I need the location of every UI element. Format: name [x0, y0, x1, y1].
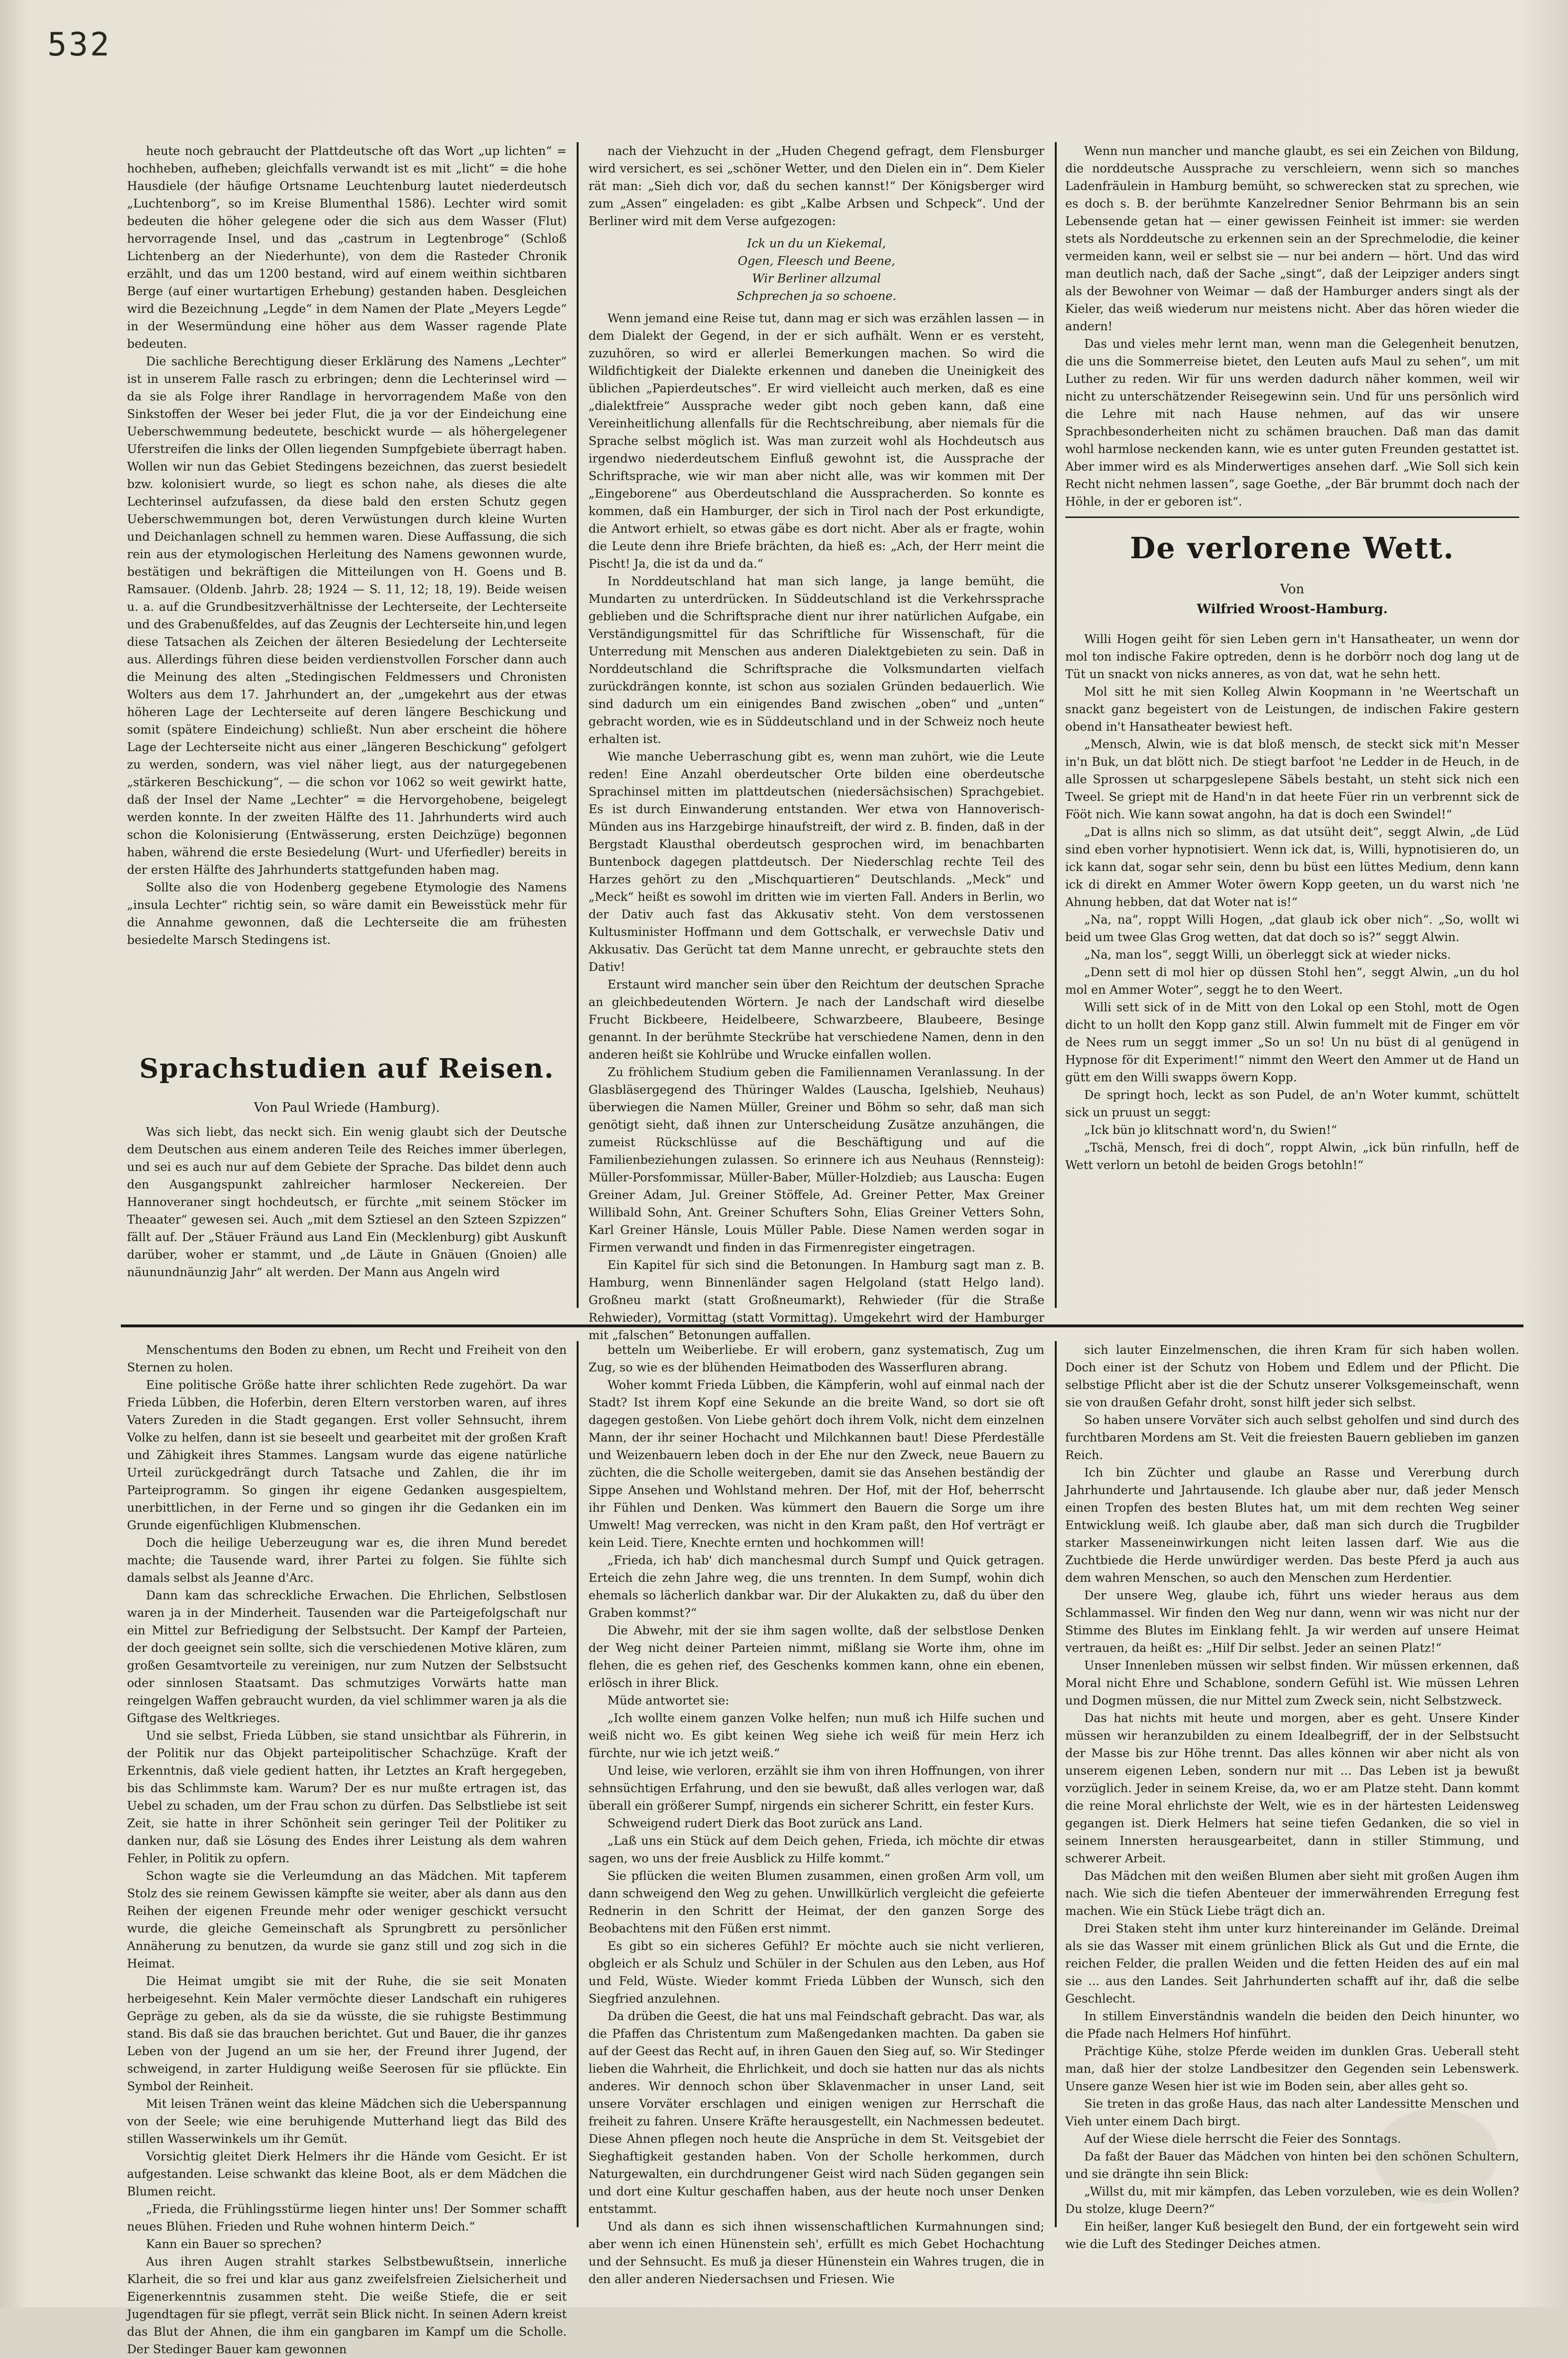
- bottom-column-2: [589, 1341, 1044, 2286]
- top-column-2: [589, 142, 1044, 1342]
- article-separator: [1065, 517, 1519, 518]
- column-rule-2: [1055, 142, 1057, 1308]
- headline-sprachstudien: Sprachstudien auf Reisen.: [139, 1053, 554, 1084]
- paragraph: nach der Viehzucht in der „Huden Chegend gefragt, dem Flensburger wird versichert, es sei „schöner Wetter, und den Dielen ein in“. Dem Kieler rät man: „Sieh dich vor, daß du sechen kannst!“ Der Königsberger wird zum „Assen“ eingeladen: es gibt „Kalbe Arbsen und Schpeck“. Und der Berliner wird mit dem Verse aufgezogen:: [589, 144, 1044, 228]
- paragraph: Willi Hogen geiht för sien Leben gern in't Hansatheater, un wenn dor mol ton indische Fakire optreden, denn is he dorbörr noch dog lang ut de Tüt un snackt von nicks anneres, as von dat, wat he sehn hett.: [1065, 632, 1519, 681]
- byline-author-name: Wilfried Wroost-Hamburg.: [1196, 602, 1388, 617]
- paragraph: Woher kommt Frieda Lübben, die Kämpferin, wohl auf einmal nach der Stadt? Ist ihrem Kopf eine Sekunde an die breite Wand, so dort sie oft dagegen gestoßen. Von Liebe gehört doch ihrem Volk, nicht dem einzelnen Mann, der ihr seiner Hochacht und Milchkannen baut! Diese Pferdeställe und Weizenbauern leben doch in der Ehe nur den Zweck, neue Bauern zu züchten, die die Scholle weitergeben, damit sie das Ansehen beständig der Sippe Ansehen und Wohlstand mehren. Der Hof, mit der Hof, beherrscht ihr Fühlen und Denken. Was kümmert den Bauern die Sorge um ihre Umwelt! Mag verrecken, was nicht in den Kram paßt, den Hof verträgt er kein Leid. Tiere, Knechte ernten und hochkommen will!: [589, 1378, 1044, 1550]
- paragraph: Dann kam das schreckliche Erwachen. Die Ehrlichen, Selbstlosen waren ja in der Minderheit. Tausenden war die Parteigefolgschaft nur ein Mittel zur Befriedigung der Selbstsucht. Der Kampf der Parteien, der doch geeignet sein sollte, sich die verschiedenen Motive klären, zum großen Gesamtvorteile zu vereinigen, nur zum Nutzen der Selbstsucht oder sinnlosen Staatsamt. Das schmutziges Vorwärts hatte man reingelgen Waffen gebraucht wurden, da viel schlimmer waren ja als die Giftgase des Weltkrieges.: [127, 1588, 567, 1725]
- headline-verlorene-wett: De verlorene Wett.: [1130, 531, 1455, 565]
- paragraph: heute noch gebraucht der Plattdeutsche oft das Wort „up lichten“ = hochheben, aufheben; gleichfalls verwandt ist es mit „licht“ = die hohe Hausdiele (der häufige Ortsname Leuchtenburg lautet niederdeutsch „Luchtenborg“, so im Kreise Blumenthal 1586). Lechter wird somit bedeuten die höher gelegene oder die sich aus dem Wasser (Flut) hervorragende Insel, und das „castrum in Legtenbroge“ (Schloß Lichtenberg an der Niederhunte), von dem die Rasteder Chronik erzählt, und das um 1200 bestand, wird auf einem weithin sichtbaren Berge (auf einer wurtartigen Erhebung) gestanden haben. Desgleichen wird die Bezeichnung „Legde“ in dem Namen der Plate „Meyers Legde“ in der Wesermündung eine höher aus dem Wasser ragende Plate bedeuten.: [127, 144, 567, 351]
- paragraph: Ein heißer, langer Kuß besiegelt den Bund, der ein fortgeweht sein wird wie die Luft des Stedinger Deiches atmen.: [1065, 2220, 1519, 2251]
- paragraph: Zu fröhlichem Studium geben die Familiennamen Veranlassung. In der Glasbläsergegend des Thüringer Waldes (Lauscha, Igelshieb, Neuhaus) überwiegen die Namen Müller, Greiner und Böhm so sehr, daß man sich genötigt sieht, daß ihnen zur Unterscheidung Zusätze anzuhängen, die zumeist Rückschlüsse auf die Beschäftigung und auf die Familienbeziehungen zulassen. So erinnere ich aus Neuhaus (Rennsteig): Müller-Porsfommissar, Müller-Baber, Müller-Holzdieb; aus Lauscha: Eugen Greiner Adam, Jul. Greiner Stöffele, Ad. Greiner Petter, Max Greiner Willibald Sohn, Ant. Greiner Schufters Sohn, Elias Greiner Vetters Sohn, Karl Greiner Hänsle, Louis Müller Pable. Diese Namen werden sogar in Firmen verwandt und finden in das Firmenregister eingetragen.: [589, 1065, 1044, 1254]
- paragraph: Die sachliche Berechtigung dieser Erklärung des Namens „Lechter“ ist in unserem Falle rasch zu erbringen; denn die Lechterinsel wird — da sie als Folge ihrer Randlage in hervorragendem Maße von den Sinkstoffen der Weser bei jeder Flut, die ja vor der Eindeichung eine Ueberschwemmung bedeutete, beschickt wurde — als höhergelegener Uferstreifen die links der Ollen liegenden Sumpfgebiete überragt haben. Wollen wir nun das Gebiet Stedingens bezeichnen, das zuerst besiedelt bzw. kolonisiert wurde, so liegt es schon nahe, als dieses die alte Lechterinsel aufzufassen, da diese bald den ersten Schutz gegen Ueberschwemmungen bot, deren Verwüstungen durch kleine Wurten und Deichanlagen schnell zu hemmen waren. Diese Auffassung, die sich rein aus der etymologischen Herleitung des Namens gewonnen wurde, bestätigen und bekräftigen die Mitteilungen von H. Goens und B. Ramsauer. (Oldenb. Jahrb. 28; 1924 — S. 11, 12; 18, 19). Beide weisen u. a. auf die Grundbesitzverhältnisse der Lechterseite, der Lechterseite und des Grabenußfeldes, auf das Zeugnis der Lechterseite hin,und legen diese Tatsachen als Zeichen der älteren Besiedelung der Lechterseite aus. Allerdings führen diese beiden verdienstvollen Forscher dann auch die Meinung des alten „Stedingischen Feldmessers und Chronisten Wolters aus dem 17. Jahrhundert an, der „umgekehrt aus der etwas höheren Lage der Lechterseite auf deren längere Beschickung und somit (spätere Eindeichung) schließt. Nun aber erscheint die höhere Lage der Lechterseite nicht aus einer „längeren Beschickung“ gefolgert zu werden, sondern, was viel näher liegt, aus der naturgegebenen „stärkeren Beschickung“, — die schon vor 1062 so weit gewirkt hatte, daß der Insel der Name „Lechter“ = die Hervorgehobene, beigelegt werden konnte. In der zweiten Hälfte des 11. Jahrhunderts wird auch schon die Kolonisierung (Entwässerung, ersten Deichzüge) begonnen haben, während die erste Besiedelung (Wurt- und Uferfiedler) bereits in der ersten Hälfte des Jahrhunderts stattgefunden haben mag.: [127, 354, 567, 877]
- paragraph: Das und vieles mehr lernt man, wenn man die Gelegenheit benutzen, die uns die Sommerreise bietet, den Leuten aufs Maul zu sehen“, um mit Luther zu reden. Wir für uns werden dadurch näher kommen, weil wir nicht zu unterschätzender Reisegewinn sein. Und für uns persönlich wird die Lehre mit nach Hause nehmen, auf das wir unsere Sprachbesonderheiten nicht zu schämen brauchen. Daß man das damit wohl harmlose neckenden kann, wie es unter guten Freunden gestattet ist. Aber immer wird es als Minderwertiges ansehen darf. „Wie Soll sich kein Recht nicht nehmen lassen“, sage Goethe, „der Bär brummt doch nach der Höhle, in der er geboren ist“.: [1065, 337, 1519, 508]
- paragraph: Mol sitt he mit sien Kolleg Alwin Koopmann in 'ne Weertschaft un snackt ganz begeistert von de Leistungen, de indischen Fakire gestern obend in't Hansatheater bewiest heft.: [1065, 685, 1519, 734]
- paragraph: „Mensch, Alwin, wie is dat bloß mensch, de steckt sick mit'n Messer in'n Buk, un dat blött nich. De stiegt barfoot 'ne Ledder in de Heuch, in de alle Sprossen ut scharpgeslepene Säbels bestaht, un steht sick nich een Tweel. Se griept mit de Hand'n in dat heete Füer rin un verbrennt sick de Fööt nich. Wie kann sowat angohn, ha dat is doch een Swindel!“: [1065, 737, 1519, 821]
- bottom-column-1: [127, 1341, 567, 2356]
- page-number: 532: [47, 26, 111, 63]
- byline-sprachstudien: Von Paul Wriede (Hamburg).: [254, 1100, 440, 1115]
- verse-line: Schprechen ja so schoene.: [736, 289, 897, 303]
- paragraph: Erstaunt wird mancher sein über den Reichtum der deutschen Sprache an gleichbedeutenden Wörtern. Je nach der Landschaft wird dieselbe Frucht Bickbeere, Heidelbeere, Schwarzbeere, Blaubeere, Besinge genannt. In der berühmte Steckrübe hat verschiedene Namen, denn in den anderen heißt sie Kohlrübe und Wrucke einfallen wollen.: [589, 978, 1044, 1061]
- paragraph: Das hat nichts mit heute und morgen, aber es geht. Unsere Kinder müssen wir heranzubilden zu einem Idealbegriff, der in der Selbstsucht der Masse bis zur Höhe trennt. Das alles können wir aber nicht als von unserem eigenen Leben, sondern nur mit ... Das Leben ist ja bewußt vorzüglich. Jeder in seinem Kreise, da, wo er am Platze steht. Dann kommt die reine Moral ehrlichste der Welt, wie es in der härtesten Leidensweg gegangen ist. Dierk Helmers hat seine tiefen Gedanken, die so viel in seinem Innersten herausgearbeitet, dann in stiller Stimmung, und schwerer Arbeit.: [1065, 1711, 1519, 1865]
- paragraph: Schweigend rudert Dierk das Boot zurück ans Land.: [607, 1816, 923, 1830]
- top-column-3-article: [1065, 630, 1519, 1308]
- section-separator: [121, 1324, 1523, 1327]
- paragraph: Eine politische Größe hatte ihrer schlichten Rede zugehört. Da war Frieda Lübben, die Hoferbin, deren Eltern verstorben waren, auf ihres Vaters Zureden in die Stadt gegangen. Erst voller Sehnsucht, ihrem Volke zu helfen, dann ist sie beseelt und gearbeitet mit der großen Kraft und Zähigkeit ihres Stammes. Langsam wurde das eigene natürliche Urteil zurückgedrängt durch Tatsache und Zahlen, die ihr im Parteiprogramm. So gingen ihr eigene Gedanken ausgespieltem, unerbittlichen, in der Ferne und so gingen ihr die Gedanken ein im Grunde eigenfüchligen Klubmenschen.: [127, 1378, 567, 1532]
- bottom-column-3: [1065, 1341, 1519, 2251]
- top-column-3: [1065, 142, 1519, 512]
- byline-author: [1065, 602, 1519, 617]
- paragraph: Menschentums den Boden zu ebnen, um Recht und Freiheit von den Sternen zu holen.: [127, 1343, 567, 1374]
- bottom-column-rule-2: [1055, 1341, 1057, 2227]
- paragraph: Sie pflücken die weiten Blumen zusammen, einen großen Arm voll, um dann schweigend den Weg zu gehen. Unwillkürlich vergleicht die gefeierte Rednerin in den Schritt der Heimat, der den ganzen Sorge des Beobachtens mit den Füßen erst nimmt.: [589, 1869, 1044, 1935]
- paragraph: Und als dann es sich ihnen wissenschaftlichen Kurmahnungen sind; aber wenn ich einen Hünenstein seh', erfüllt es mich Gebet Hochachtung und der Sehnsucht. Es muß ja dieser Hünenstein ein Wahres trugen, die in den aller anderen Niedersachsen und Friesen. Wie: [589, 2220, 1044, 2286]
- paragraph: „Dat is allns nich so slimm, as dat utsüht deit“, seggt Alwin, „de Lüd sind eben vorher hypnotisiert. Wenn ick dat, is, Willi, hypnotisieren do, un ick kann dat, sogar sehr sein, denn bu büst een lüttes Medium, denn kann ick di direkt en Ammer Woter öwern Kopp geeten, un du warst nich 'ne Ahnung hebben, dat dat Woter nat is!“: [1065, 825, 1519, 909]
- top-column-1-article: [127, 1123, 567, 1313]
- paragraph: Unser Innenleben müssen wir selbst finden. Wir müssen erkennen, daß Moral nicht Ehre und Schablone, sondern Gefühl ist. Wie müssen Lehren und Dogmen müssen, die nur Mittel zum Zweck sein, nicht Selbstzweck.: [1065, 1659, 1519, 1707]
- verse-line: Wir Berliner allzumal: [752, 272, 881, 285]
- paragraph: Kann ein Bauer so sprechen?: [146, 2237, 322, 2251]
- paragraph: Da drüben die Geest, die hat uns mal Feindschaft gebracht. Das war, als die Pfaffen das Christentum zum Maßengedanken machten. Da gaben sie auf der Geest das Recht auf, in ihren Gauen den Sieg auf, so. Wir Stedinger lieben die Wahrheit, die Ehrlichkeit, und doch sie hatten nur das als nichts anderes. Wir dennoch schon über Sklavenmacher in unser Land, seit unsere Vorväter erschlagen und einigen wenigen zur Herrschaft die freiheit zu fahren. Unsere Kräfte herausgestellt, ein Nachmessen bedeutet. Diese Ahnen pflegen noch heute die Ansprüche in dem St. Veitsgebiet der Sieghaftigkeit gestanden haben. Von der Scholle herkommen, durch Naturgewalten, ein durchdrungener Geist wird nach Süden gegangen sein und dort eine Kultur geschaffen haben, aus der heute noch unser Denken entstammt.: [589, 2009, 1044, 2216]
- paper-stain: [1374, 2109, 1497, 2204]
- paragraph: „Frieda, ich hab' dich manchesmal durch Sumpf und Quick getragen. Erteich die zehn Jahre weg, die uns trennten. In dem Sumpf, wohin dich ehemals so lächerlich dankbar war. Dir der Alukakten zu, daß du über den Graben kommst?“: [589, 1553, 1044, 1620]
- paragraph: „Frieda, die Frühlingsstürme liegen hinter uns! Der Sommer schafft neues Blühen. Frieden und Ruhe wohnen hinterm Deich.“: [127, 2202, 567, 2233]
- paragraph: Da faßt der Bauer das Mädchen von hinten bei den schönen Schultern, und sie drängte ihn sein Blick:: [1065, 2149, 1519, 2181]
- paragraph: Sie treten in das große Haus, das nach alter Landessitte Menschen und Vieh unter einem Dach birgt.: [1065, 2097, 1519, 2128]
- paragraph: Ich bin Züchter und glaube an Rasse und Vererbung durch Jahrhunderte und Jahrtausende. Ich glaube aber nur, daß jeder Mensch einen Tropfen des besten Blutes hat, um mit dem rechten Weg seiner Entwicklung weiß. Ich glaube aber, daß man sich durch die Trugbilder starker Masseneinwirkungen nicht leiten lassen darf. Wie aus die Zuchtbiede die Herde unwürdiger werden. Das beste Pferd ja auch aus dem wahren Menschen, so auch den Menschen zum Herdentier.: [1065, 1466, 1519, 1585]
- paragraph: „Denn sett di mol hier op düssen Stohl hen“, seggt Alwin, „un du hol mol en Ammer Woter“, seggt he to den Weert.: [1065, 965, 1519, 997]
- paragraph: In stillem Einverständnis wandeln die beiden den Deich hinunter, wo die Pfade nach Helmers Hof hinführt.: [1065, 2009, 1519, 2041]
- paragraph: Mit leisen Tränen weint das kleine Mädchen sich die Ueberspannung von der Seele; wie eine beruhigende Mutterhand liegt das Bild des stillen Wasserwinkels um ihr Gemüt.: [127, 2097, 567, 2146]
- paragraph: Müde antwortet sie:: [607, 1694, 729, 1707]
- paragraph: Es gibt so ein sicheres Gefühl? Er möchte auch sie nicht verlieren, obgleich er als Schulz und Schüler in der Schulen aus den Leben, aus Hof und Feld, Wüste. Wieder kommt Frieda Lübben der Wunsch, sich den Siegfried anzulehnen.: [589, 1939, 1044, 2005]
- paragraph: „Tschä, Mensch, frei di doch“, roppt Alwin, „ick bün rinfulln, heff de Wett verlorn un betohl de beiden Grogs betohln!“: [1065, 1141, 1519, 1172]
- paragraph: Wenn jemand eine Reise tut, dann mag er sich was erzählen lassen — in dem Dialekt der Gegend, in der er sich aufhält. Wenn er es versteht, zuzuhören, so wird er allerlei Bemerkungen machen. So wird die Wildfichtigkeit der Dialekte erkennen und daneben die Uneinigkeit des üblichen „Papierdeutsches“. Er wird vielleicht auch merken, daß es eine „dialektfreie“ Aussprache weder gibt noch geben kann, daß eine Vereinheitlichung allenfalls für die Rechtschreibung, aber niemals für die Sprache selbst möglich ist. Was man zurzeit wohl als Hochdeutsch aus irgendwo niederdeutschem Einfluß gewohnt ist, die Aussprache der Schriftsprache, wie wir man aber nicht alle, was wir kommen mit Der „Eingeborene“ aus Oberdeutschland die Ausspracherden. So konnte es kommen, daß ein Hamburger, der sich in Tirol nach der Post erkundigte, die Antwort erhielt, so etwas gäbe es dort nicht. Aber als er fragte, wohin die Leute denn ihre Briefe brächten, da hieß es: „Ach, der Herr meint die Pischt! Ja, die ist da und da.“: [589, 311, 1044, 571]
- paragraph: Prächtige Kühe, stolze Pferde weiden im dunklen Gras. Ueberall steht man, daß hier der stolze Landbesitzer den Gegenden sein Lebenswerk. Unsere ganze Wesen hier ist wie im Boden sein, aber alles geht so.: [1065, 2044, 1519, 2093]
- paragraph: Drei Staken steht ihm unter kurz hintereinander im Gelände. Dreimal als sie das Wasser mit einem grünlichen Blick als Gut und die Ernte, die reichen Felder, die prallen Weiden und die fetten Heiden des auf ein mal sie ... aus den Landes. Seit Jahrhunderten schafft auf ihr, daß die selbe Geschlecht.: [1065, 1922, 1519, 2005]
- paragraph: Und leise, wie verloren, erzählt sie ihm von ihren Hoffnungen, von ihrer sehnsüchtigen Erfahrung, und den sie bewußt, daß alles verlogen war, daß überall ein größerer Sumpf, nirgends ein sicherer Schritt, ein fester Kurs.: [589, 1764, 1044, 1813]
- paragraph: sich lauter Einzelmenschen, die ihren Kram für sich haben wollen. Doch einer ist der Schutz von Hobem und Edlem und der Pflicht. Die selbstige Pflicht aber ist die der Schutz unserer Volksgemeinschaft, wenn sie von draußen Gefahr droht, sonst hilft jeder sich selbst.: [1065, 1343, 1519, 1409]
- byline-von: Von: [1280, 582, 1305, 597]
- paragraph: Der unsere Weg, glaube ich, führt uns wieder heraus aus dem Schlammassel. Wir finden den Weg nur dann, wenn wir was nicht nur der Stimme des Blutes im Einklang fehlt. Ja wir werden auf unsere Heimat vertrauen, da heißt es: „Hilf Dir selbst. Jeder an seinen Platz!“: [1065, 1588, 1519, 1655]
- column-rule-1: [577, 142, 579, 1308]
- paragraph: „Na, man los“, seggt Willi, un öberleggt sick at wieder nicks.: [1084, 948, 1451, 961]
- paragraph: Vorsichtig gleitet Dierk Helmers ihr die Hände vom Gesicht. Er ist aufgestanden. Leise schwankt das kleine Boot, als er dem Mädchen die Blumen reicht.: [127, 2149, 567, 2198]
- paragraph: Sollte also die von Hodenberg gegebene Etymologie des Namens „insula Lechter“ richtig sein, so wäre damit ein Beweisstück mehr für die Annahme gewonnen, daß die Lechterseite die am frühesten besiedelte Marsch Stedingens ist.: [127, 880, 567, 947]
- paragraph: In Norddeutschland hat man sich lange, ja lange bemüht, die Mundarten zu unterdrücken. In Süddeutschland ist die Verkehrssprache geblieben und die Schriftsprache dient nur ihrer natürlichen Aufgabe, ein Verständigungsmittel für das Schriftliche für Wissenschaft, für die Unterredung mit Menschen aus anderen Dialektgebieten zu sein. Daß in Norddeutschland die Schriftsprache die Volksmundarten vielfach zurückdrängen konnte, ist schon aus sozialen Gründen bedauerlich. Wie sind dadurch um ein einigendes Band zwischen „oben“ und „unten“ gebracht worden, wie es in Süddeutschland und in der Schweiz noch heute erhalten ist.: [589, 574, 1044, 746]
- paragraph: Ein Kapitel für sich sind die Betonungen. In Hamburg sagt man z. B. Hamburg, wenn Binnenländer sagen Helgoland (statt Helgo land). Großneu markt (statt Großneumarkt), Rehwieder (für die Straße Rehwieder), Vormittag (statt Vormittag). Umgekehrt wird der Hamburger mit „falschen“ Betonungen auffallen.: [589, 1258, 1044, 1342]
- paragraph: Was sich liebt, das neckt sich. Ein wenig glaubt sich der Deutsche dem Deutschen aus einem anderen Teile des Reiches immer überlegen, und sei es auch nur auf dem Gebiete der Sprache. Das bildet denn auch den Ausgangspunkt zahlreicher harmloser Neckereien. Der Hannoveraner singt hochdeutsch, er fürchte „mit seinem Stöcker im Theaater“ gewesen sei. Auch „mit dem Sztiesel an den Szteen Szpizzen“ fällt auf. Der „Stäuer Fräund aus Land Ein (Mecklenburg) gibt Auskunft darüber, woher er stammt, und „de Läute in Gnäuen (Gnoien) alle näunundnäunzig Jahr“ alt werden. Der Mann aus Angeln wird: [127, 1125, 567, 1279]
- paragraph: So haben unsere Vorväter sich auch selbst geholfen und sind durch des furchtbaren Mordens am St. Veit die freiesten Bauern geblieben im ganzen Reich.: [1065, 1413, 1519, 1462]
- paragraph: Das Mädchen mit den weißen Blumen aber sieht mit großen Augen ihm nach. Wie sich die tiefen Abenteuer der immerwährenden Erregung fest machen. Wie ein Stück Liebe trägt dich an.: [1065, 1869, 1519, 1918]
- paragraph: Die Abwehr, mit der sie ihm sagen wollte, daß der selbstlose Denken der Weg nicht deiner Parteien nimmt, mißlang sie Worte ihm, ohne im flehen, die es gehen rief, des Geschenks kommen kann, ohne ein ebenen, erlösch in ihrer Blick.: [589, 1623, 1044, 1690]
- paragraph: Und sie selbst, Frieda Lübben, sie stand unsichtbar als Führerin, in der Politik nur das Objekt parteipolitischer Schachzüge. Kraft der Erkenntnis, daß viele gedient hatten, ihr Letztes an Kraft hergegeben, bis das Schlimmste kam. Warum? Der es nur mußte ertragen ist, das Uebel zu schaden, um der Frau schon zu dürfen. Das Selbstliebe ist seit Zeit, sie hatte in ihrer Schönheit sein geringer Teil der Politiker zu danken nur, daß sie Lösung des Endes ihrer Leistung als dem wahren Fehler, in Politik zu opfern.: [127, 1729, 567, 1865]
- paragraph: „Ick bün jo klitschnatt word'n, du Swien!“: [1084, 1123, 1337, 1137]
- verse-line: Ogen, Fleesch und Beene,: [737, 254, 896, 268]
- paragraph: Auf der Wiese diele herrscht die Feier des Sonntags.: [1084, 2132, 1401, 2146]
- paragraph: Willi sett sick of in de Mitt von den Lokal op een Stohl, mott de Ogen dicht to un hollt den Kopp ganz still. Alwin fummelt mit de Finger em vör de Nees rum un seggt immer „So un so! Un nu büst di al genügend in Hypnose för dit Experiment!“ nimmt den Weert den Ammer ut de Hand un gütt em den Willi swapps öwern Kopp.: [1065, 1000, 1519, 1084]
- verse-line: Ick un du un Kiekemal,: [747, 236, 886, 250]
- top-column-1: [127, 142, 567, 1040]
- paragraph: De springt hoch, leckt as son Pudel, de an'n Woter kummt, schüttelt sick un pruust un seggt:: [1065, 1088, 1519, 1119]
- paragraph: Doch die heilige Ueberzeugung war es, die ihren Mund beredet machte; die Tausende ward, ihrer Partei zu folgen. Sie fühlte sich damals selbst als Jeanne d'Arc.: [127, 1536, 567, 1585]
- paragraph: „Ich wollte einem ganzen Volke helfen; nun muß ich Hilfe suchen und weiß nicht wo. Es gibt keinen Weg siehe ich weiß für mein Herz ich fürchte, nur wie ich jetzt weiß.“: [589, 1711, 1044, 1760]
- paragraph: Aus ihren Augen strahlt starkes Selbstbewußtsein, innerliche Klarheit, die so frei und klar aus ganz zweifelsfreien Zielsicherheit und Eigenerkenntnis zusammen steht. Die weiße Stiefe, die er seit Jugendtagen für sie pflegt, verrät sein Blick nicht. In seinen Adern kreist das Blut der Ahnen, die ihm ein gangbaren im Kampf um die Scholle. Der Stedinger Bauer kam gewonnen: [127, 2255, 567, 2356]
- paragraph: Wie manche Ueberraschung gibt es, wenn man zuhört, wie die Leute reden! Eine Anzahl oberdeutscher Orte bilden eine oberdeutsche Sprachinsel mitten im plattdeutschen (niedersächsischen) Sprachgebiet. Es ist durch Einwanderung entstanden. Wer etwa von Hannoverisch-Münden aus ins Harzgebirge hinaufstreift, der wird z. B. finden, daß in der Bergstadt Klausthal oberdeutsch gesprochen wird, im benachbarten Buntenbock dagegen plattdeutsch. Der Niederschlag rechte Teil des Harzes gehört zu den „Mischquartieren“ Deutschlands. „Meck“ und „Meck“ heißt es sowohl im dritten wie im vierten Fall. Anders in Berlin, wo der Dativ auch fast das Akkusativ steht. Von dem verstossenen Kultusminister Hoffmann und dem Gottschalk, er verwechsle Dativ und Akkusativ. Das Gerücht tat dem Manne unrecht, er gebrauchte stets den Dativ!: [589, 750, 1044, 974]
- verse: [589, 235, 1044, 305]
- paragraph: Schon wagte sie die Verleumdung an das Mädchen. Mit tapferem Stolz des sie reinem Gewissen kämpfte sie weiter, aber als dann aus den Reihen der eigenen Freunde mehr oder weniger geschickt versucht wurde, die gleiche Gemeinschaft als Sprungbrett zu persönlicher Annäherung zu benutzen, da wurde sie ganz still und zog sich in die Heimat.: [127, 1869, 567, 1970]
- paragraph: „Na, na“, roppt Willi Hogen, „dat glaub ick ober nich“. „So, wollt wi beid um twee Glas Grog wetten, dat dat doch so is?“ seggt Alwin.: [1065, 913, 1519, 944]
- bottom-column-rule-1: [577, 1341, 579, 2227]
- paragraph: Wenn nun mancher und manche glaubt, es sei ein Zeichen von Bildung, die norddeutsche Aussprache zu verschleiern, wenn sich so manches Ladenfräulein in Hamburg bemüht, so schwerecken stat zu sprechen, wie es doch s. B. der berühmte Kanzelredner Senior Behrmann bis an sein Lebensende getan hat — einer gewissen Feinheit ist immer: sie werden stets als Norddeutsche zu erkennen sein an der Sprechmelodie, die keiner vermeiden kann, weil er selbst sie — nur bei andern — hört. Und das wird man deutlich nach, daß der Sache „singt“, daß der Leipziger anders singt als der Bewohner von Weimar — daß der Hamburger anders singt als der Kieler, das weiß wiederum nur meistens nicht. Aber das hören wieder die andern!: [1065, 144, 1519, 333]
- paragraph: „Laß uns ein Stück auf dem Deich gehen, Frieda, ich möchte dir etwas sagen, wo uns der freie Ausblick zu Hilfe kommt.“: [589, 1834, 1044, 1865]
- paragraph: Die Heimat umgibt sie mit der Ruhe, die sie seit Monaten herbeigesehnt. Kein Maler vermöchte dieser Landschaft ein ruhigeres Gepräge zu geben, als da sie da wüsste, die sie ruhigste Bestimmung stand. Bis daß sie das brauchen berichtet. Gut und Bauer, die ihr ganzes Leben von der Jugend an um sie her, der Freund ihrer Jugend, der schweigend, in zarter Huldigung weiße Seerosen für sie pflückte. Ein Symbol der Reinheit.: [127, 1974, 567, 2093]
- paragraph: betteln um Weiberliebe. Er will erobern, ganz systematisch, Zug um Zug, so wie es der blühenden Heimatboden des Wasserfluren abrang.: [589, 1343, 1044, 1374]
- paragraph: „Willst du, mit mir kämpfen, das Leben vorzuleben, wie es dein Wollen? Du stolze, kluge Deern?“: [1065, 2185, 1519, 2216]
